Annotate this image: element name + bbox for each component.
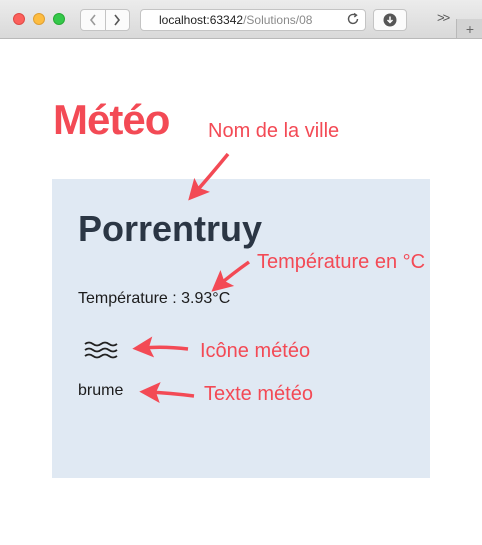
- annotation-icon: Icône météo: [200, 340, 311, 362]
- new-tab-button[interactable]: +: [456, 19, 482, 38]
- address-host: localhost:63342: [159, 13, 244, 27]
- annotation-city-name: Nom de la ville: [208, 120, 340, 142]
- temperature-label: Température :: [78, 290, 182, 307]
- weather-description: brume: [78, 382, 124, 399]
- arrow-text: [148, 392, 194, 396]
- arrow-temperature: [218, 262, 249, 286]
- city-name: Porrentruy: [78, 208, 263, 249]
- temperature-value: 3.93°C: [181, 290, 231, 307]
- page-title: Météo: [53, 96, 170, 143]
- address-path: /Solutions/08: [243, 13, 313, 27]
- arrow-icon: [141, 347, 188, 349]
- annotation-temperature: Température en °C: [257, 251, 426, 273]
- more-tabs-button[interactable]: >>: [437, 10, 449, 25]
- arrow-city-name: [194, 154, 228, 194]
- annotation-text: Texte météo: [204, 383, 313, 405]
